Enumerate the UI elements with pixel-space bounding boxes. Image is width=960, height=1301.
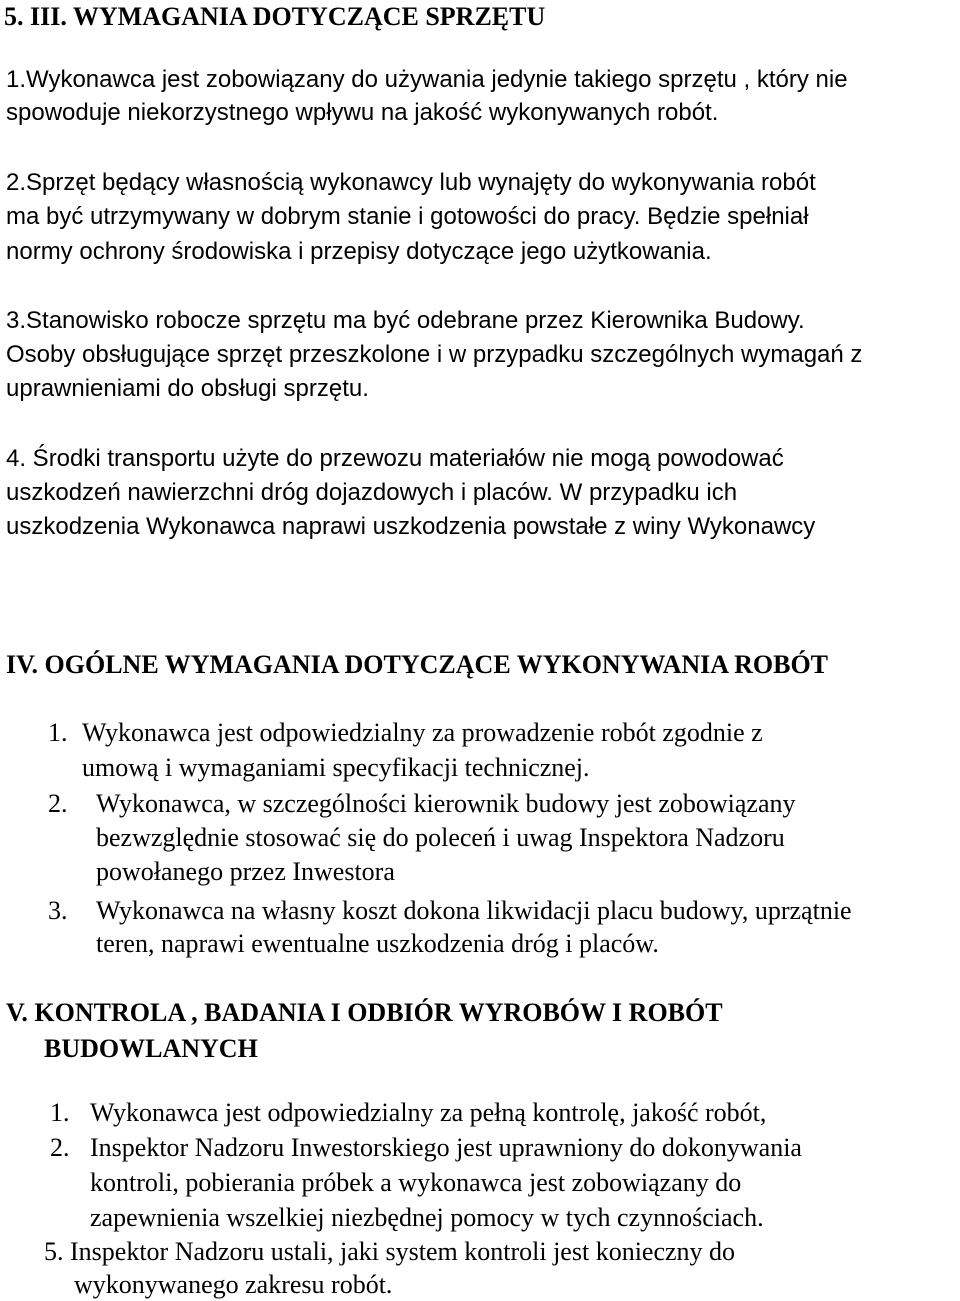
section-v-heading-line-1: V. KONTROLA , BADANIA I ODBIÓR WYROBÓW I ROBÓT: [6, 998, 723, 1027]
section-iv-item-3-line-1: Wykonawca na własny koszt dokona likwidacji placu budowy, uprzątnie: [96, 896, 852, 925]
section-iv-item-2-line-3: powołanego przez Inwestora: [96, 857, 395, 886]
section-iii-heading: 5. III. WYMAGANIA DOTYCZĄCE SPRZĘTU: [4, 2, 546, 31]
section-iii-paragraph-3-line-3: uprawnieniami do obsługi sprzętu.: [6, 375, 369, 402]
section-iv-item-2-number: 2.: [48, 789, 68, 818]
section-iii-paragraph-4-line-2: uszkodzeń nawierzchni dróg dojazdowych i placów. W przypadku ich: [6, 479, 738, 506]
section-iii-paragraph-1-line-2: spowoduje niekorzystnego wpływu na jakość wykonywanych robót.: [6, 99, 719, 126]
section-iv-heading: IV. OGÓLNE WYMAGANIA DOTYCZĄCE WYKONYWANIA ROBÓT: [6, 650, 829, 679]
section-v-item-2-line-1: Inspektor Nadzoru Inwestorskiego jest uprawniony do dokonywania: [90, 1133, 802, 1162]
section-v-item-2-line-3: zapewnienia wszelkiej niezbędnej pomocy w tych czynnościach.: [90, 1203, 764, 1232]
section-v-heading-line-2: BUDOWLANYCH: [44, 1034, 258, 1063]
section-iv-item-2-line-1: Wykonawca, w szczególności kierownik budowy jest zobowiązany: [96, 789, 796, 818]
section-iv-item-3-number: 3.: [48, 896, 68, 925]
section-iii-paragraph-4-line-3: uszkodzenia Wykonawca naprawi uszkodzenia powstałe z winy Wykonawcy: [6, 513, 816, 540]
section-iv-item-1-line-2: umową i wymaganiami specyfikacji technicznej.: [82, 753, 590, 782]
section-iii-paragraph-3-line-2: Osoby obsługujące sprzęt przeszkolone i w przypadku szczególnych wymagań z: [6, 341, 863, 368]
section-iv-item-1-number: 1.: [48, 718, 68, 747]
section-iv-item-1-line-1: Wykonawca jest odpowiedzialny za prowadzenie robót zgodnie z: [82, 718, 763, 747]
section-v-item-5-line-2: wykonywanego zakresu robót.: [74, 1270, 393, 1299]
section-v-item-5-line-1: 5. Inspektor Nadzoru ustali, jaki system kontroli jest konieczny do: [44, 1237, 736, 1266]
section-iii-paragraph-3-line-1: 3.Stanowisko robocze sprzętu ma być odebrane przez Kierownika Budowy.: [6, 307, 805, 334]
section-iii-paragraph-2-line-1: 2.Sprzęt będący własnością wykonawcy lub wynajęty do wykonywania robót: [6, 169, 816, 196]
section-iii-paragraph-2-line-2: ma być utrzymywany w dobrym stanie i gotowości do pracy. Będzie spełniał: [6, 203, 809, 230]
section-iv-item-2-line-2: bezwzględnie stosować się do poleceń i uwag Inspektora Nadzoru: [96, 823, 785, 852]
section-iii-paragraph-2-line-3: normy ochrony środowiska i przepisy dotyczące jego użytkowania.: [6, 238, 712, 265]
section-v-item-1-line-1: Wykonawca jest odpowiedzialny za pełną kontrolę, jakość robót,: [90, 1098, 767, 1127]
section-iii-paragraph-4-line-1: 4. Środki transportu użyte do przewozu materiałów nie mogą powodować: [6, 445, 784, 472]
section-iii-paragraph-1-line-1: 1.Wykonawca jest zobowiązany do używania jedynie takiego sprzętu , który nie: [6, 66, 848, 93]
section-v-item-2-number: 2.: [50, 1133, 70, 1162]
section-v-item-2-line-2: kontroli, pobierania próbek a wykonawca jest zobowiązany do: [90, 1168, 742, 1197]
section-iv-item-3-line-2: teren, naprawi ewentualne uszkodzenia dróg i placów.: [96, 929, 659, 958]
section-v-item-1-number: 1.: [50, 1098, 70, 1127]
